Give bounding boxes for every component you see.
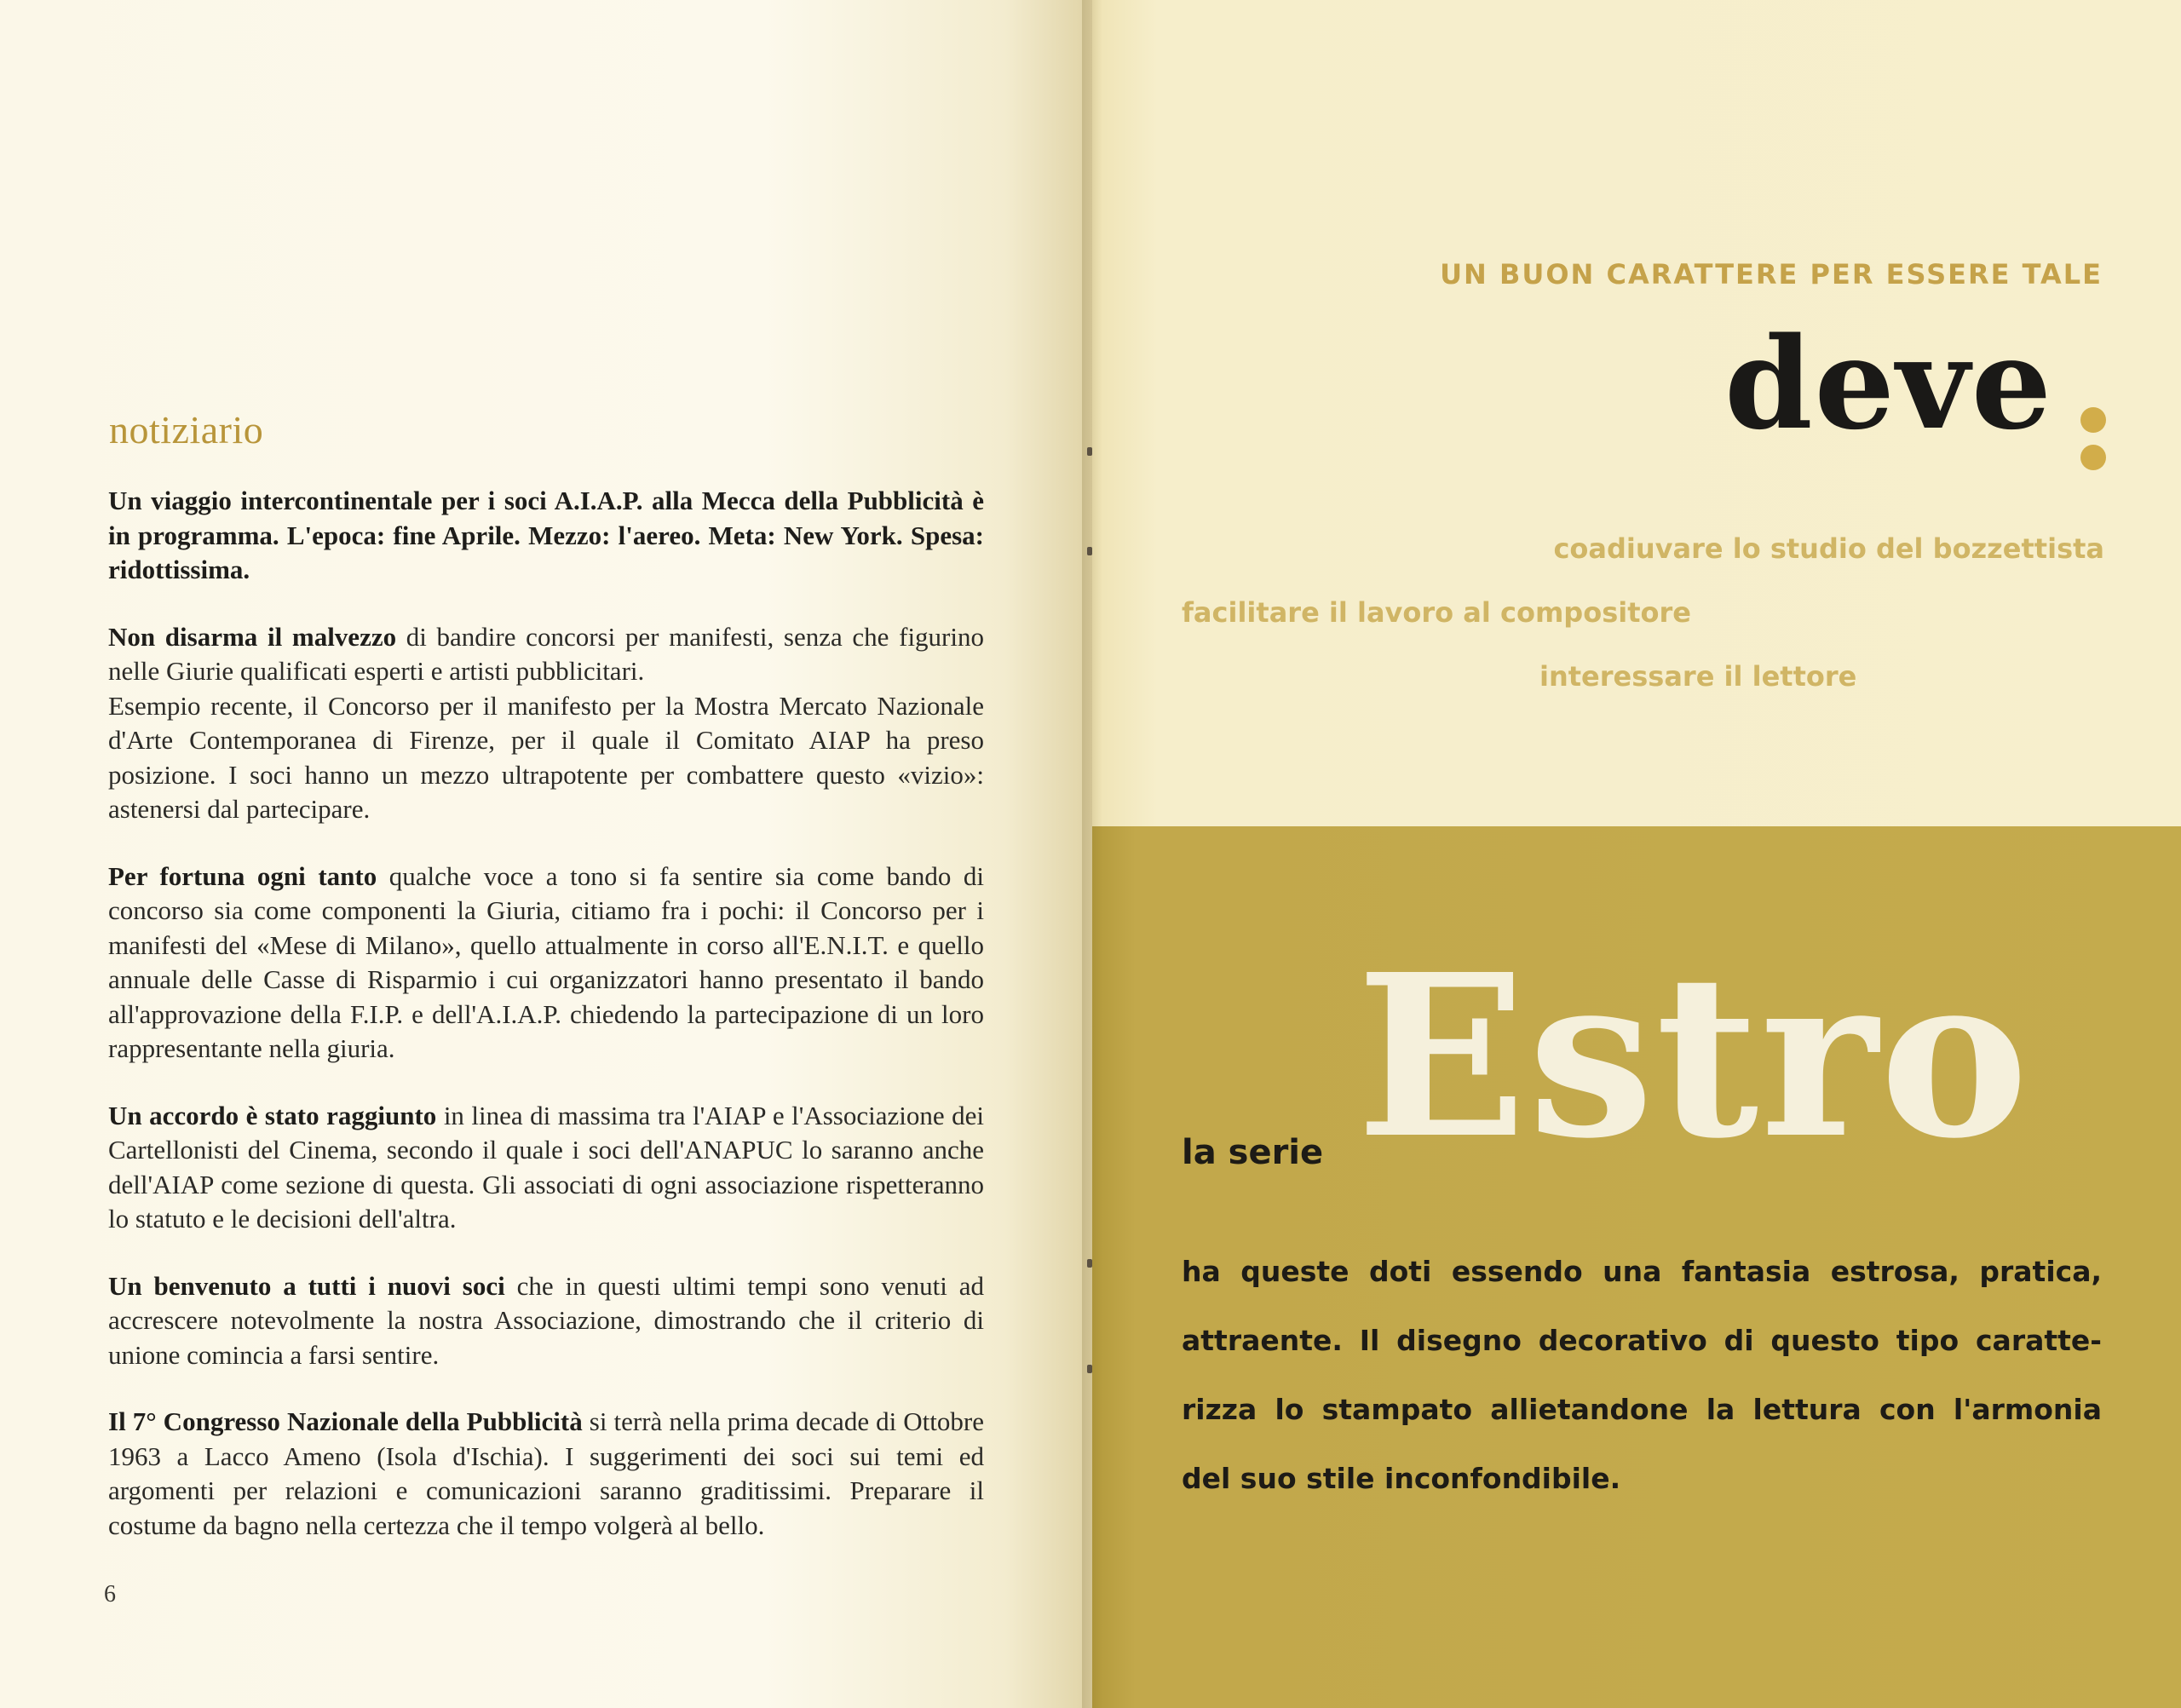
news-paragraph-7-lead: Il 7° Congresso Nazionale della Pubblicità [108, 1406, 583, 1436]
colon-mark [2080, 407, 2106, 467]
description-line-2: attraente. Il disegno decorativo di questo tipo caratte- [1182, 1324, 2102, 1357]
spine-shadow [1082, 0, 1102, 1708]
news-paragraph-1 [108, 484, 984, 588]
news-paragraph-5-lead: Un accordo è stato raggiunto [108, 1100, 437, 1130]
news-paragraph-4-text: qualche voce a tono si fa sentire sia come bando di concorso sia come componenti la Giuria, citiamo fra i pochi: il Concorso per i manifesti del «Mese di Milano», quello attualmente in corso all'E.N.I.T. e quello annuale delle Casse di Risparmio i cui organizzatori hanno presentato il bando all'approvazione della F.I.P. e dell'A.I.A.P. chiedendo la partecipazione di un loro rappresentante nella giuria. [108, 860, 984, 1063]
news-paragraph-2-lead: Non disarma il malvezzo [108, 621, 397, 652]
description-line-4: del suo stile inconfondibile. [1182, 1462, 1621, 1495]
staple-mark [1087, 547, 1092, 555]
news-paragraph-7-text: si terrà nella prima decade di Ottobre 1963 a Lacco Ameno (Isola d'Ischia). I suggerimenti dei soci sui temi ed argomenti per relazioni e comunicazioni saranno graditissimi. Preparare il costume da bagno nella certezza che il tempo volgerà al bello. [108, 1406, 984, 1540]
news-paragraph-3 [108, 689, 984, 827]
news-paragraph-5-text: in linea di massima tra l'AIAP e l'Associazione dei Cartellonisti del Cinema, secondo il quale i soci dell'ANAPUC lo saranno anche dell'AIAP come sezione di questa. Gli associati di ogni associazione rispetteranno lo statuto e le decisioni dell'altra. [108, 1100, 984, 1234]
staple-mark [1087, 447, 1092, 456]
news-paragraph-2-text: di bandire concorsi per manifesti, senza che figurino nelle Giurie qualificati esperti e artisti pubblicitari. [108, 621, 984, 686]
news-paragraph-6-lead: Un benvenuto a tutti i nuovi soci [108, 1270, 505, 1301]
typeface-description [1182, 1237, 2102, 1513]
news-column [108, 484, 984, 1543]
news-paragraph-7 [108, 1405, 984, 1543]
section-title: notiziario [109, 408, 264, 451]
news-paragraph-3-text: Esempio recente, il Concorso per il manifesto per la Mostra Mercato Nazionale d'Arte Contemporanea di Firenze, per il quale il Comitato AIAP ha preso posizione. I soci hanno un mezzo ultrapotente per combattere questo «vizio»: astenersi dal partecipare. [108, 690, 984, 824]
headline: UN BUON CARATTERE PER ESSERE TALE [1440, 258, 2103, 290]
duty-line-2: facilitare il lavoro al compositore [1182, 596, 1691, 629]
duty-line-1: coadiuvare lo studio del bozzettista [1553, 532, 2104, 565]
series-label: la serie [1182, 1133, 1324, 1172]
news-paragraph-4 [108, 860, 984, 1067]
news-paragraph-6-text: che in questi ultimi tempi sono venuti ad accrescere notevolmente la nostra Associazione, dimostrando che il criterio di unione comincia a farsi sentire. [108, 1270, 984, 1370]
keyword-deve: deve [1724, 309, 2053, 457]
duty-line-3: interessare il lettore [1539, 660, 1857, 693]
news-paragraph-2 [108, 620, 984, 689]
news-paragraph-6 [108, 1269, 984, 1373]
news-paragraph-5 [108, 1099, 984, 1237]
staple-mark [1087, 1365, 1092, 1373]
description-line-1: ha queste doti essendo una fantasia estrosa, pratica, [1182, 1255, 2102, 1288]
page-number: 6 [104, 1581, 116, 1607]
news-paragraph-1-text: Un viaggio intercontinentale per i soci A.I.A.P. alla Mecca della Pubblicità è in programma. L'epoca: fine Aprile. Mezzo: l'aereo. Meta: New York. Spesa: ridottissima. [108, 486, 984, 584]
news-paragraph-4-lead: Per fortuna ogni tanto [108, 860, 377, 891]
description-line-3: rizza lo stampato allietandone la lettura con l'armonia [1182, 1393, 2102, 1426]
typeface-name: Estro [1356, 925, 2031, 1188]
staple-mark [1087, 1259, 1092, 1268]
